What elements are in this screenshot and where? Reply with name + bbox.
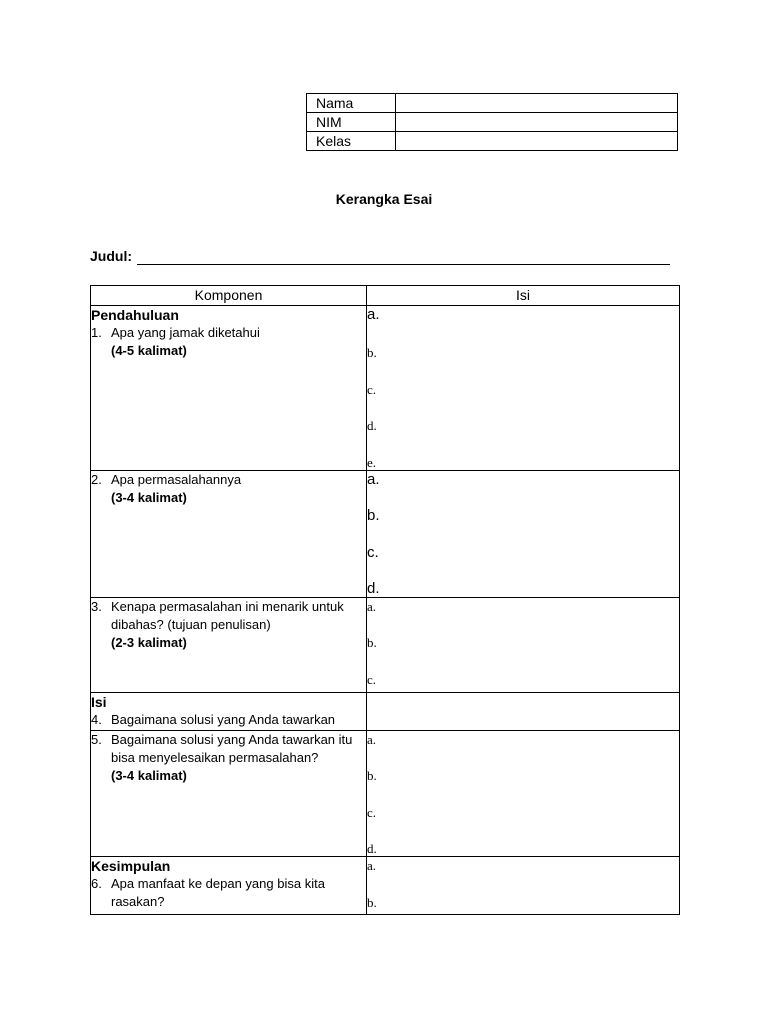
list-item: b.	[367, 894, 377, 910]
identity-label: NIM	[307, 113, 396, 132]
identity-value[interactable]	[396, 113, 678, 132]
content-cell[interactable]	[367, 692, 680, 730]
section-heading-isi: Isi	[91, 693, 107, 710]
table-row	[91, 597, 680, 692]
table-row	[91, 306, 680, 471]
list-item: a.	[367, 306, 380, 323]
sentence-count-note: (2-3 kalimat)	[111, 634, 187, 650]
identity-label: Kelas	[307, 132, 396, 151]
document-title: Kerangka Esai	[335, 191, 433, 207]
component-cell	[91, 306, 367, 471]
sentence-count-note: (4-5 kalimat)	[111, 343, 187, 358]
question-text: Bagaimana solusi yang Anda tawarkan	[111, 711, 336, 727]
table-row	[91, 730, 680, 857]
list-item: b.	[367, 768, 377, 783]
component-cell	[91, 470, 367, 597]
essay-outline-table	[90, 285, 680, 915]
section-heading-pendahuluan: Pendahuluan	[91, 307, 179, 323]
column-header-isi: Isi	[367, 286, 680, 306]
list-item: c.	[367, 804, 377, 820]
question-1	[91, 324, 366, 342]
column-header-komponen: Komponen	[91, 286, 367, 306]
content-cell[interactable]	[367, 730, 680, 857]
judul-row	[90, 248, 680, 268]
list-item: b.	[367, 507, 380, 524]
list-item: d.	[367, 841, 377, 856]
identity-label: Nama	[307, 94, 396, 113]
question-number: 2.	[91, 471, 102, 487]
list-item: c.	[367, 381, 377, 397]
list-item: b.	[367, 345, 377, 360]
question-number: 4.	[91, 711, 102, 727]
list-item: c.	[367, 543, 379, 561]
list-item: a.	[367, 598, 377, 614]
sentence-count-note: (3-4 kalimat)	[111, 767, 187, 783]
list-item: d.	[367, 580, 380, 597]
question-3	[91, 598, 366, 634]
question-number: 6.	[91, 876, 102, 891]
question-text: Kenapa permasalahan ini menarik untuk dibahas? (tujuan penulisan)	[111, 598, 344, 632]
content-cell[interactable]	[367, 306, 680, 471]
question-text: Apa yang jamak diketahui	[111, 325, 260, 340]
table-row	[91, 692, 680, 730]
question-6	[91, 875, 366, 911]
identity-row-nama	[307, 94, 678, 113]
identity-row-kelas	[307, 132, 678, 151]
identity-value[interactable]	[396, 132, 678, 151]
list-item: d.	[367, 418, 377, 433]
question-text: Bagaimana solusi yang Anda tawarkan itu bisa menyelesaikan permasalahan?	[111, 731, 353, 765]
table-row	[91, 470, 680, 597]
identity-value[interactable]	[396, 94, 678, 113]
question-text: Apa manfaat ke depan yang bisa kita rasakan?	[111, 876, 325, 909]
component-cell	[91, 857, 367, 915]
question-text: Apa permasalahannya	[111, 471, 242, 487]
question-number: 5.	[91, 731, 102, 747]
content-cell[interactable]	[367, 857, 680, 915]
section-heading-kesimpulan: Kesimpulan	[91, 858, 171, 874]
identity-table	[306, 93, 678, 151]
question-number: 1.	[91, 325, 102, 340]
question-number: 3.	[91, 598, 102, 614]
list-item: a.	[367, 731, 377, 747]
judul-input-line[interactable]	[137, 264, 670, 265]
question-5	[91, 731, 366, 767]
judul-label: Judul:	[90, 248, 132, 264]
list-item: e.	[367, 454, 377, 470]
table-row	[91, 857, 680, 915]
component-cell	[91, 692, 367, 730]
question-4	[91, 711, 366, 729]
list-item: b.	[367, 635, 377, 650]
list-item: c.	[367, 671, 377, 687]
component-cell	[91, 730, 367, 857]
sentence-count-note: (3-4 kalimat)	[111, 489, 187, 505]
table-header-row	[91, 286, 680, 306]
content-cell[interactable]	[367, 597, 680, 692]
list-item: a.	[367, 858, 377, 873]
question-2	[91, 471, 366, 489]
identity-row-nim	[307, 113, 678, 132]
list-item: a.	[367, 470, 380, 488]
component-cell	[91, 597, 367, 692]
content-cell[interactable]	[367, 470, 680, 597]
